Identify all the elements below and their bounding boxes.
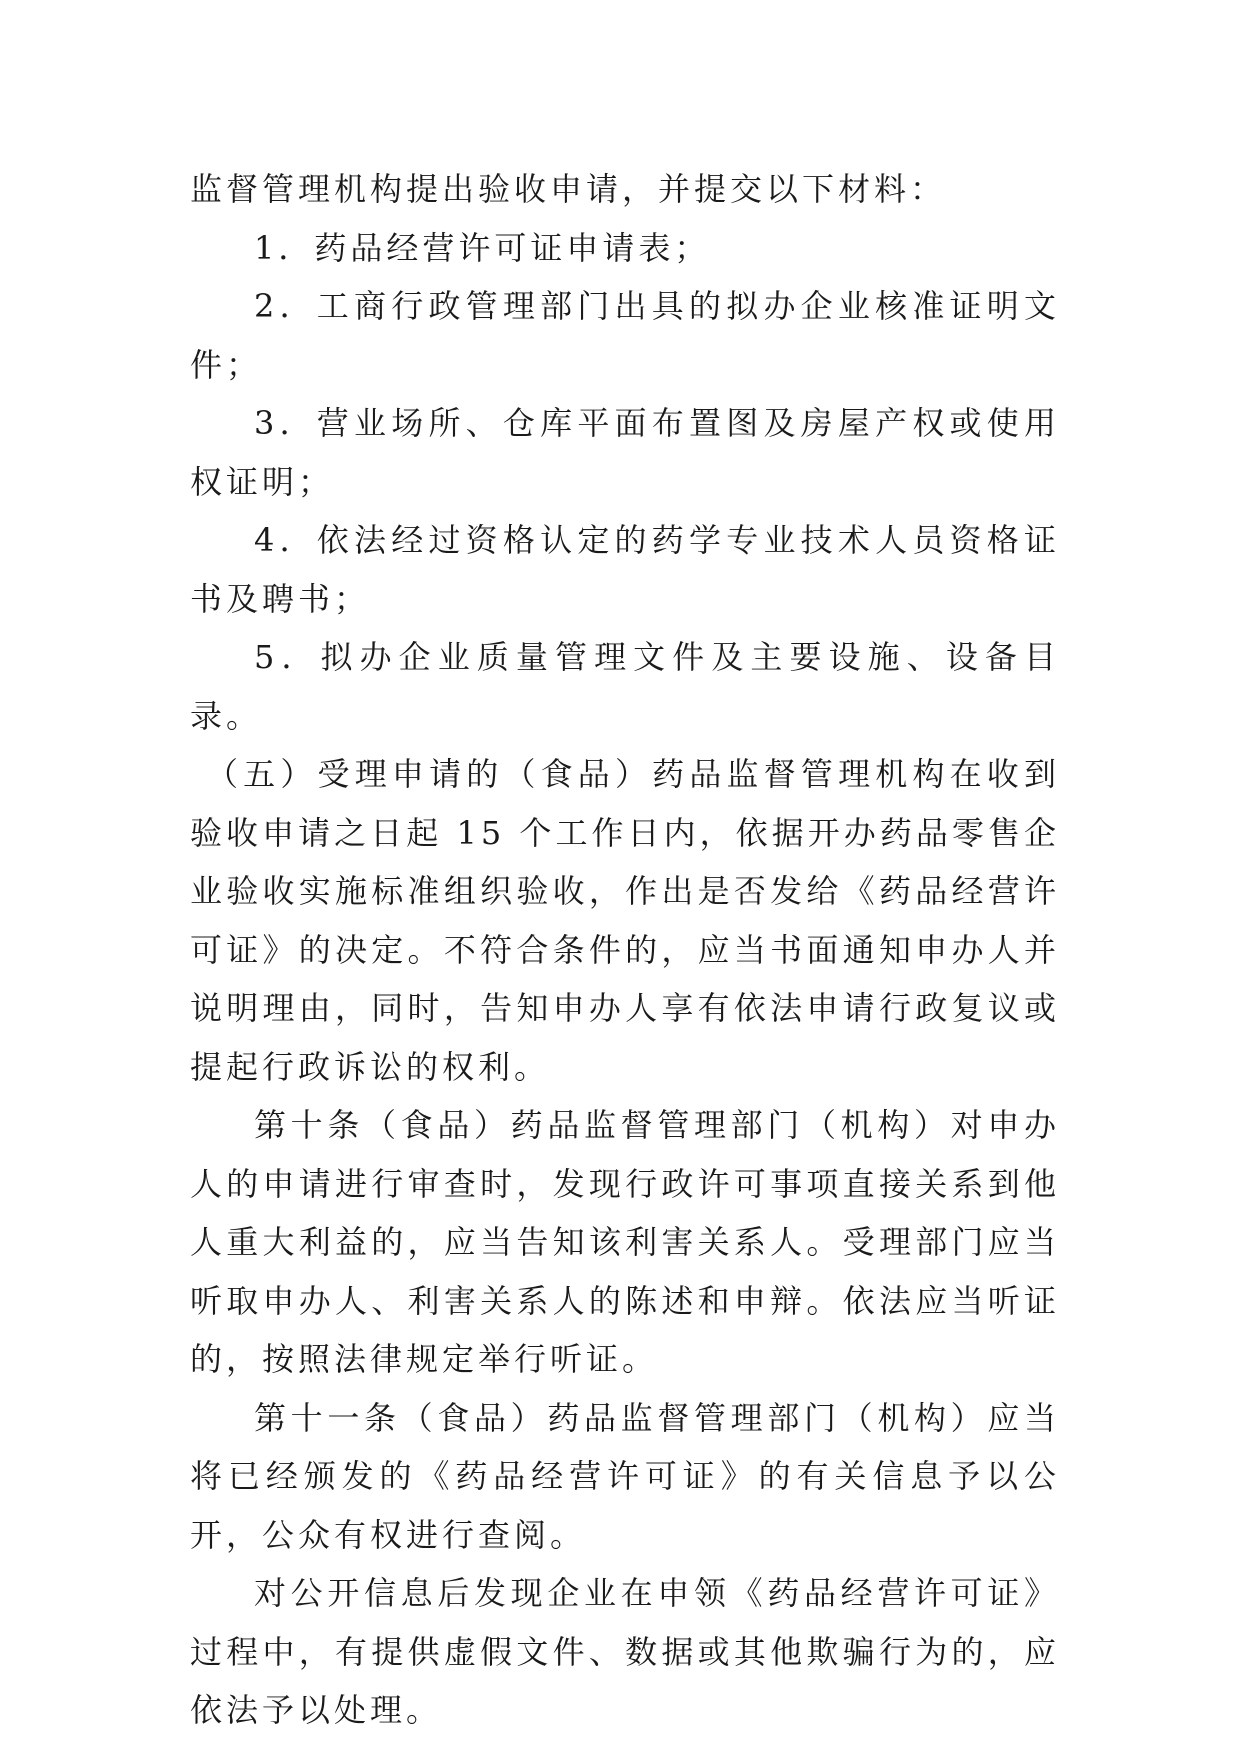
paragraph-disclosure-handling: 对公开信息后发现企业在申领《药品经营许可证》过程中，有提供虚假文件、数据或其他欺骗行为的，应依法予以处理。 [190,1574,1060,1729]
list-item-pharmacist-certificate: 4．依法经过资格认定的药学专业技术人员资格证书及聘书； [190,521,1060,618]
paragraph-article-eleven: 第十一条（食品）药品监督管理部门（机构）应当将已经颁发的《药品经营许可证》的有关信息予以公开，公众有权进行查阅。 [190,1398,1060,1554]
paragraph-article-ten: 第十条（食品）药品监督管理部门（机构）对申办人的申请进行审查时，发现行政许可事项直接关系到他人重大利益的，应当告知该利害关系人。受理部门应当听取申办人、利害关系人的陈述和申辩。依法应当听证的，按照法律规定举行听证。 [190,1106,1060,1378]
document-body [190,160,1060,1740]
paragraph-section-five: （五）受理申请的（食品）药品监督管理机构在收到验收申请之日起 15 个工作日内，依据开办药品零售企业验收实施标准组织验收，作出是否发给《药品经营许可证》的决定。不符合条件的，应当书面通知申办人并说明理由，同时，告知申办人享有依法申请行政复议或提起行政诉讼的权利。 [190,755,1060,1086]
list-item-floor-plan: 3．营业场所、仓库平面布置图及房屋产权或使用权证明； [190,404,1060,501]
list-item-application-form: 1．药品经营许可证申请表； [254,228,711,267]
paragraph-continuation: 监督管理机构提出验收申请，并提交以下材料： [190,170,947,208]
list-item-quality-documents: 5．拟办企业质量管理文件及主要设施、设备目录。 [190,638,1060,735]
list-item-approval-certificate: 2．工商行政管理部门出具的拟办企业核准证明文件； [190,287,1060,384]
